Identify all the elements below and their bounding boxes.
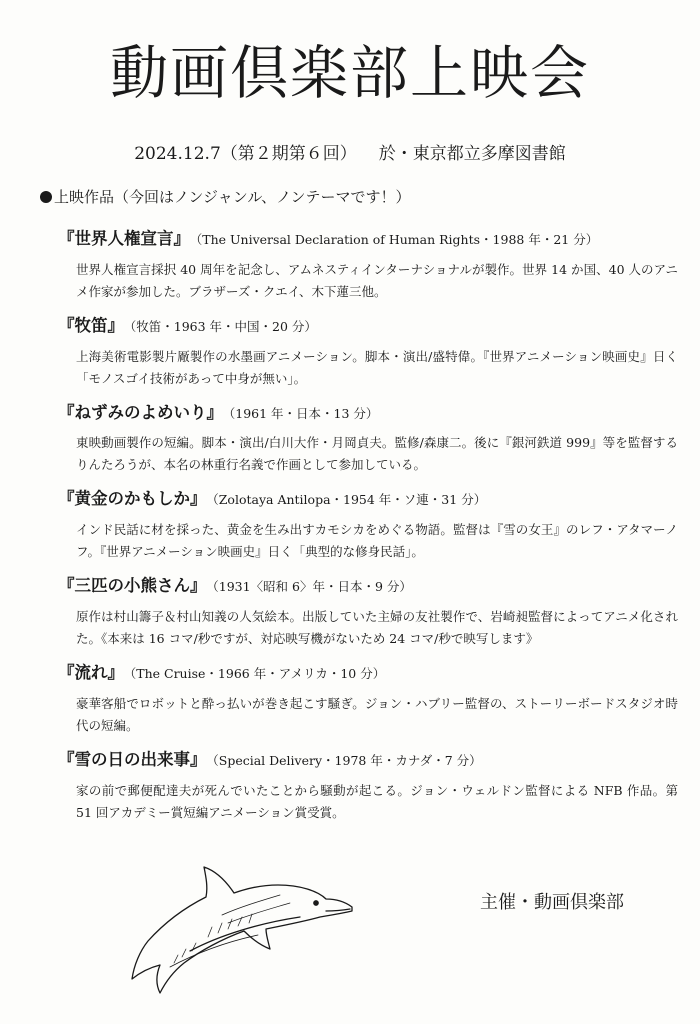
film-item xyxy=(58,489,678,563)
film-info: （Zolotaya Antilopa・1954 年・ソ連・31 分） xyxy=(212,492,487,508)
film-title: 『ねずみのよめいり』 xyxy=(58,402,223,422)
film-item xyxy=(58,402,678,477)
event-date-session: 2024.12.7（第２期第６回） xyxy=(134,144,357,164)
film-description: 世界人権宣言採択 40 周年を記念し、アムネスティインターナショナルが製作。世界 14 か国、40 人のアニメ作家が参加した。ブラザーズ・クエイ、木下蓮三他。 xyxy=(76,261,678,299)
film-item xyxy=(58,662,678,737)
film-info: （Special Delivery・1978 年・カナダ・7 分） xyxy=(212,752,482,768)
film-item xyxy=(58,315,678,390)
film-description: 豪華客船でロボットと酔っ払いが巻き起こす騒ぎ。ジョン・ハブリー監督の、ストーリーボードスタジオ時代の短編。 xyxy=(76,695,678,733)
film-item xyxy=(58,749,678,824)
film-description: インド民話に材を採った、黄金を生み出すカモシカをめぐる物語。監督は『雪の女王』のレフ・アタマーノフ。『世界アニメーション映画史』日く「典型的な修身民話」。 xyxy=(76,522,678,560)
film-description: 家の前で郵便配達夫が死んでいたことから騒動が起こる。ジョン・ウェルドン監督による NFB 作品。第 51 回アカデミー賞短編アニメーション賞受賞。 xyxy=(76,782,678,820)
program-intro xyxy=(40,188,411,206)
film-description: 上海美術電影製片厰製作の水墨画アニメーション。脚本・演出/盛特偉。『世界アニメーション映画史』日く「モノスゴイ技術があって中身が無い」。 xyxy=(76,348,678,386)
event-venue: 於・東京都立多摩図書館 xyxy=(378,144,566,164)
film-info: （The Cruise・1966 年・アメリカ・10 分） xyxy=(130,665,386,681)
host-credit: 主催・動画倶楽部 xyxy=(480,892,624,913)
event-meta xyxy=(0,144,700,164)
bullet-icon xyxy=(40,191,52,203)
film-info: （牧笛・1963 年・中国・20 分） xyxy=(130,318,317,334)
film-description: 東映動画製作の短編。脚本・演出/白川大作・月岡貞夫。監修/森康二。後に『銀河鉄道 999』等を監督するりんたろうが、本名の林重行名義で作画として参加している。 xyxy=(76,435,678,473)
film-info: （1961 年・日本・13 分） xyxy=(229,405,379,421)
film-title: 『世界人権宣言』 xyxy=(58,229,190,248)
film-title: 『三匹の小熊さん』 xyxy=(58,576,207,596)
film-title: 『流れ』 xyxy=(58,662,124,682)
film-description: 原作は村山籌子＆村山知義の人気絵本。出版していた主婦の友社製作で、岩崎昶監督によってアニメ化された。《本来は 16 コマ/秒ですが、対応映写機がないため 24 コマ/秒で映写します》 xyxy=(76,608,678,646)
flyer-title: 動画倶楽部上映会 xyxy=(109,39,590,107)
film-title: 『雪の日の出来事』 xyxy=(58,749,207,769)
film-list xyxy=(58,229,678,837)
film-title: 『牧笛』 xyxy=(58,315,124,335)
dolphin-illustration xyxy=(130,855,360,995)
film-info: （1931〈昭和 6〉年・日本・9 分） xyxy=(212,579,412,595)
program-intro-text: 上映作品（今回はノンジャンル、ノンテーマです！） xyxy=(54,188,411,206)
film-title: 『黄金のかもしか』 xyxy=(58,489,207,509)
film-info: （The Universal Declaration of Human Rights・1988 年・21 分） xyxy=(196,232,599,247)
film-item xyxy=(58,576,678,650)
film-item xyxy=(58,229,678,303)
